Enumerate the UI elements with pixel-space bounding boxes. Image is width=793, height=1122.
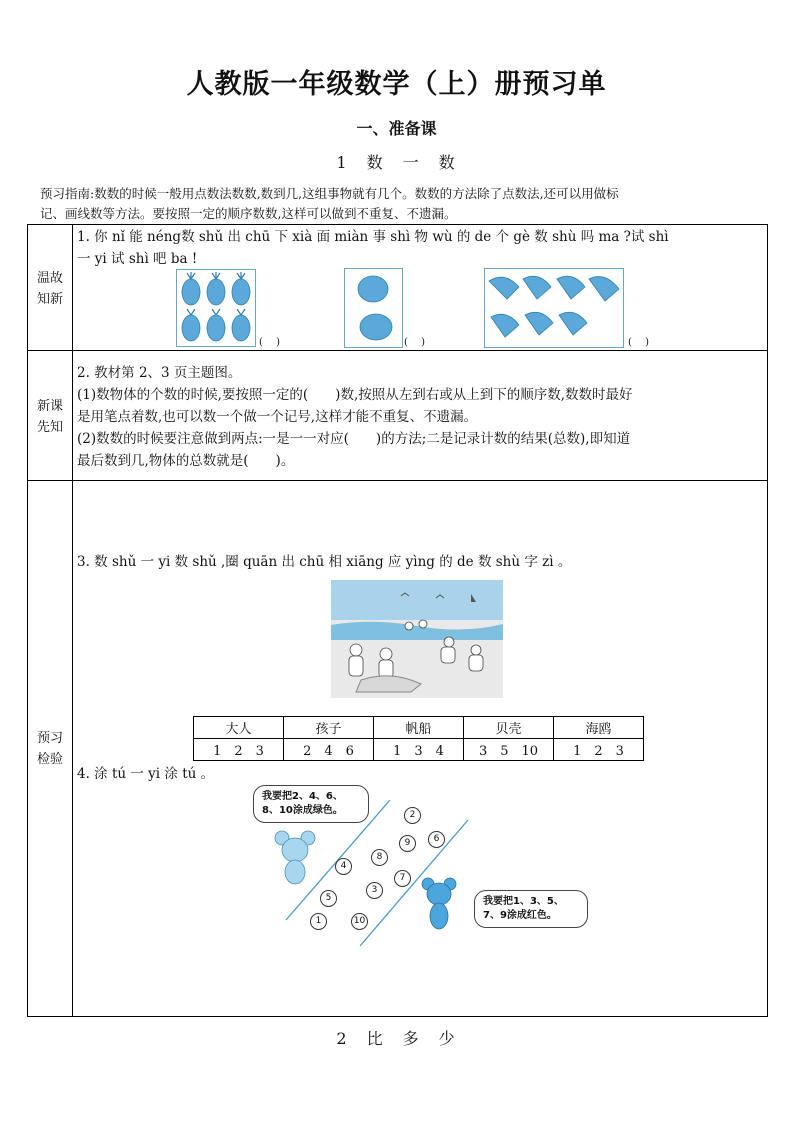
mouse-right-icon [422, 878, 456, 929]
question-4: 4. 涂 tú 一 yi 涂 tú 。 [77, 766, 215, 782]
count-table [193, 716, 644, 761]
question-1-line-1: 1. 你 nǐ 能 néng数 shǔ 出 chū 下 xià 面 miàn 事 shì 物 wù 的 de 个 gè 数 shù 吗 ma ?试 shì [77, 229, 669, 245]
number-circle[interactable]: 9 [399, 835, 416, 852]
section-heading: 一、准备课 [356, 119, 437, 138]
row-label-new-1: 新课 [36, 399, 63, 414]
count-table-options [194, 739, 644, 761]
question-1-line-2: 一 yi 试 shì 吧 ba ! [77, 251, 198, 267]
number-circle[interactable]: 4 [335, 858, 352, 875]
fan-shape-icon [485, 269, 623, 347]
number-circle[interactable]: 6 [428, 831, 445, 848]
header-sailboat: 帆船 [374, 717, 464, 739]
answer-blank-3[interactable]: ( ) [628, 337, 649, 348]
label-divider [72, 224, 73, 1017]
number-circle[interactable]: 7 [394, 870, 411, 887]
page-title: 人教版一年级数学（上）册预习单 [186, 69, 607, 100]
header-seagull: 海鸥 [554, 717, 644, 739]
speech-right-line-2: 7、9涂成红色。 [483, 910, 557, 921]
question-2-line-3: 是用笔点着数,也可以数一个做一个记号,这样才能不重复、不遗漏。 [77, 409, 478, 425]
options-adult[interactable]: 1 2 3 [194, 739, 284, 761]
question-2-line-4: (2)数数的时候要注意做到两点:一是一一对应( )的方法;二是记录计数的结果(总数),即知道 [77, 431, 631, 447]
speech-right-line-1: 我要把1、3、5、 [483, 896, 564, 907]
row-label-new-2: 先知 [36, 420, 63, 435]
pineapple-picture [176, 269, 256, 347]
answer-blank-1[interactable]: ( ) [259, 337, 280, 348]
header-shell: 贝壳 [464, 717, 554, 739]
beach-scene-icon [331, 580, 503, 698]
speech-left-line-2: 8、10涂成绿色。 [262, 805, 343, 816]
speech-bubble-right [474, 890, 588, 928]
row-label-check-2: 检验 [36, 752, 63, 767]
question-3: 3. 数 shǔ 一 yi 数 shǔ ,圈 quān 出 chū 相 xiāng 应 yìng 的 de 数 shù 字 zì 。 [77, 554, 572, 570]
row-label-new [28, 396, 72, 438]
row-label-check [28, 728, 72, 770]
row-label-review-2: 知新 [36, 292, 63, 307]
options-shell[interactable]: 3 5 10 [464, 739, 554, 761]
row-divider-2 [27, 480, 768, 481]
row-label-review [28, 268, 72, 310]
row-label-check-1: 预习 [36, 731, 63, 746]
number-circle[interactable]: 5 [320, 890, 337, 907]
question-1 [77, 226, 767, 270]
number-circle[interactable]: 10 [351, 913, 368, 930]
number-circle[interactable]: 8 [371, 849, 388, 866]
answer-blank-2[interactable]: ( ) [404, 337, 425, 348]
speech-left-line-1: 我要把2、4、6、 [262, 791, 343, 802]
guide-line-1: 预习指南:数数的时候一般用点数法数数,数到几,这组事物就有几个。数数的方法除了点数法,还可以用做标 [40, 186, 619, 201]
count-table-header [194, 717, 644, 739]
header-adult: 大人 [194, 717, 284, 739]
fan-picture [484, 268, 624, 348]
row-divider-1 [27, 350, 768, 351]
question-2-line-5: 最后数到几,物体的总数就是( )。 [77, 453, 295, 469]
preview-guide [40, 184, 730, 224]
header-child: 孩子 [284, 717, 374, 739]
guide-line-2: 记、画线数等方法。要按照一定的顺序数数,这样可以做到不重复、不遗漏。 [40, 206, 457, 221]
pineapple-icon [177, 270, 255, 346]
lesson-heading: 1 数 一 数 [336, 153, 457, 172]
peach-picture [344, 268, 403, 348]
next-lesson-heading: 2 比 多 少 [336, 1029, 457, 1048]
question-2 [77, 362, 767, 472]
row-label-review-1: 温故 [36, 271, 63, 286]
number-circle[interactable]: 1 [310, 913, 327, 930]
speech-bubble-left [253, 785, 369, 823]
question-2-line-2: (1)数物体的个数的时候,要按照一定的( )数,按照从左到右或从上到下的顺序数,数数时最好 [77, 387, 633, 403]
mouse-left-icon [275, 831, 315, 884]
options-sailboat[interactable]: 1 3 4 [374, 739, 464, 761]
options-seagull[interactable]: 1 2 3 [554, 739, 644, 761]
beach-picture [331, 580, 503, 698]
peach-icon [345, 269, 402, 347]
options-child[interactable]: 2 4 6 [284, 739, 374, 761]
number-circle[interactable]: 3 [366, 882, 383, 899]
question-2-line-1: 2. 教材第 2、3 页主题图。 [77, 365, 242, 381]
number-circle[interactable]: 2 [404, 807, 421, 824]
